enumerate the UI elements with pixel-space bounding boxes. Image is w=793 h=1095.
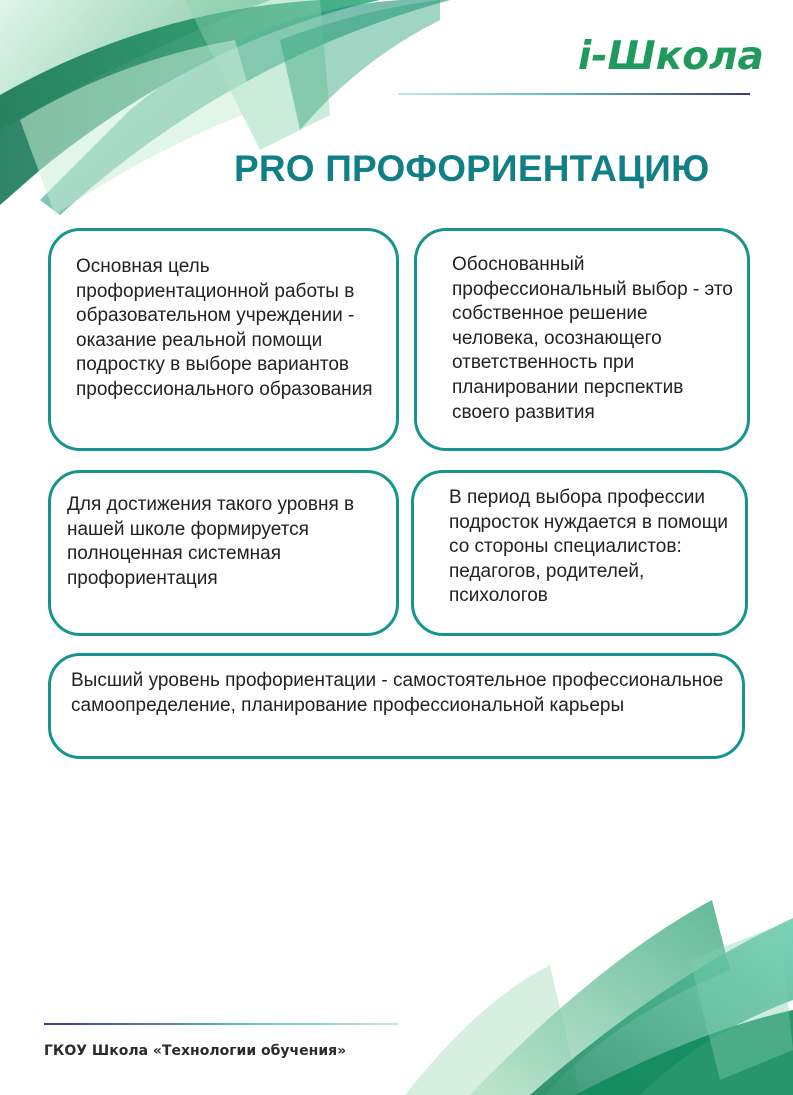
info-card-system [48,470,399,636]
footer-divider [44,1023,399,1025]
info-card-text: В период выбора профессии подросток нуждается в помощи со стороны специалистов: педагогов, родителей, психологов [449,487,728,607]
footer-org-name: ГКОУ Школа «Технологии обучения» [44,1043,347,1059]
info-card-text: Основная цель профориентационной работы в образовательном учреждении - оказание реальной помощи подростку в выборе вариантов профессионального образования [76,256,373,400]
bottom-right-ribbons [405,900,793,1095]
info-card-goal [48,228,399,451]
page-title: PRO ПРОФОРИЕНТАЦИЮ [234,148,710,189]
info-card-highest-level [48,653,745,759]
info-card-text: Обоснованный профессиональный выбор - это собственное решение человека, осознающего ответственность при планировании перспектив своего развития [452,254,733,423]
info-card-text: Высший уровень профориентации - самостоятельное профессиональное самоопределение, планирование профессиональной карьеры [71,670,724,716]
logo-divider [398,93,750,95]
school-logo: i-Школа [578,34,764,79]
info-card-choice [414,228,750,451]
info-card-support [411,470,748,636]
info-card-text: Для достижения такого уровня в нашей школе формируется полноценная системная профориентация [67,494,355,589]
